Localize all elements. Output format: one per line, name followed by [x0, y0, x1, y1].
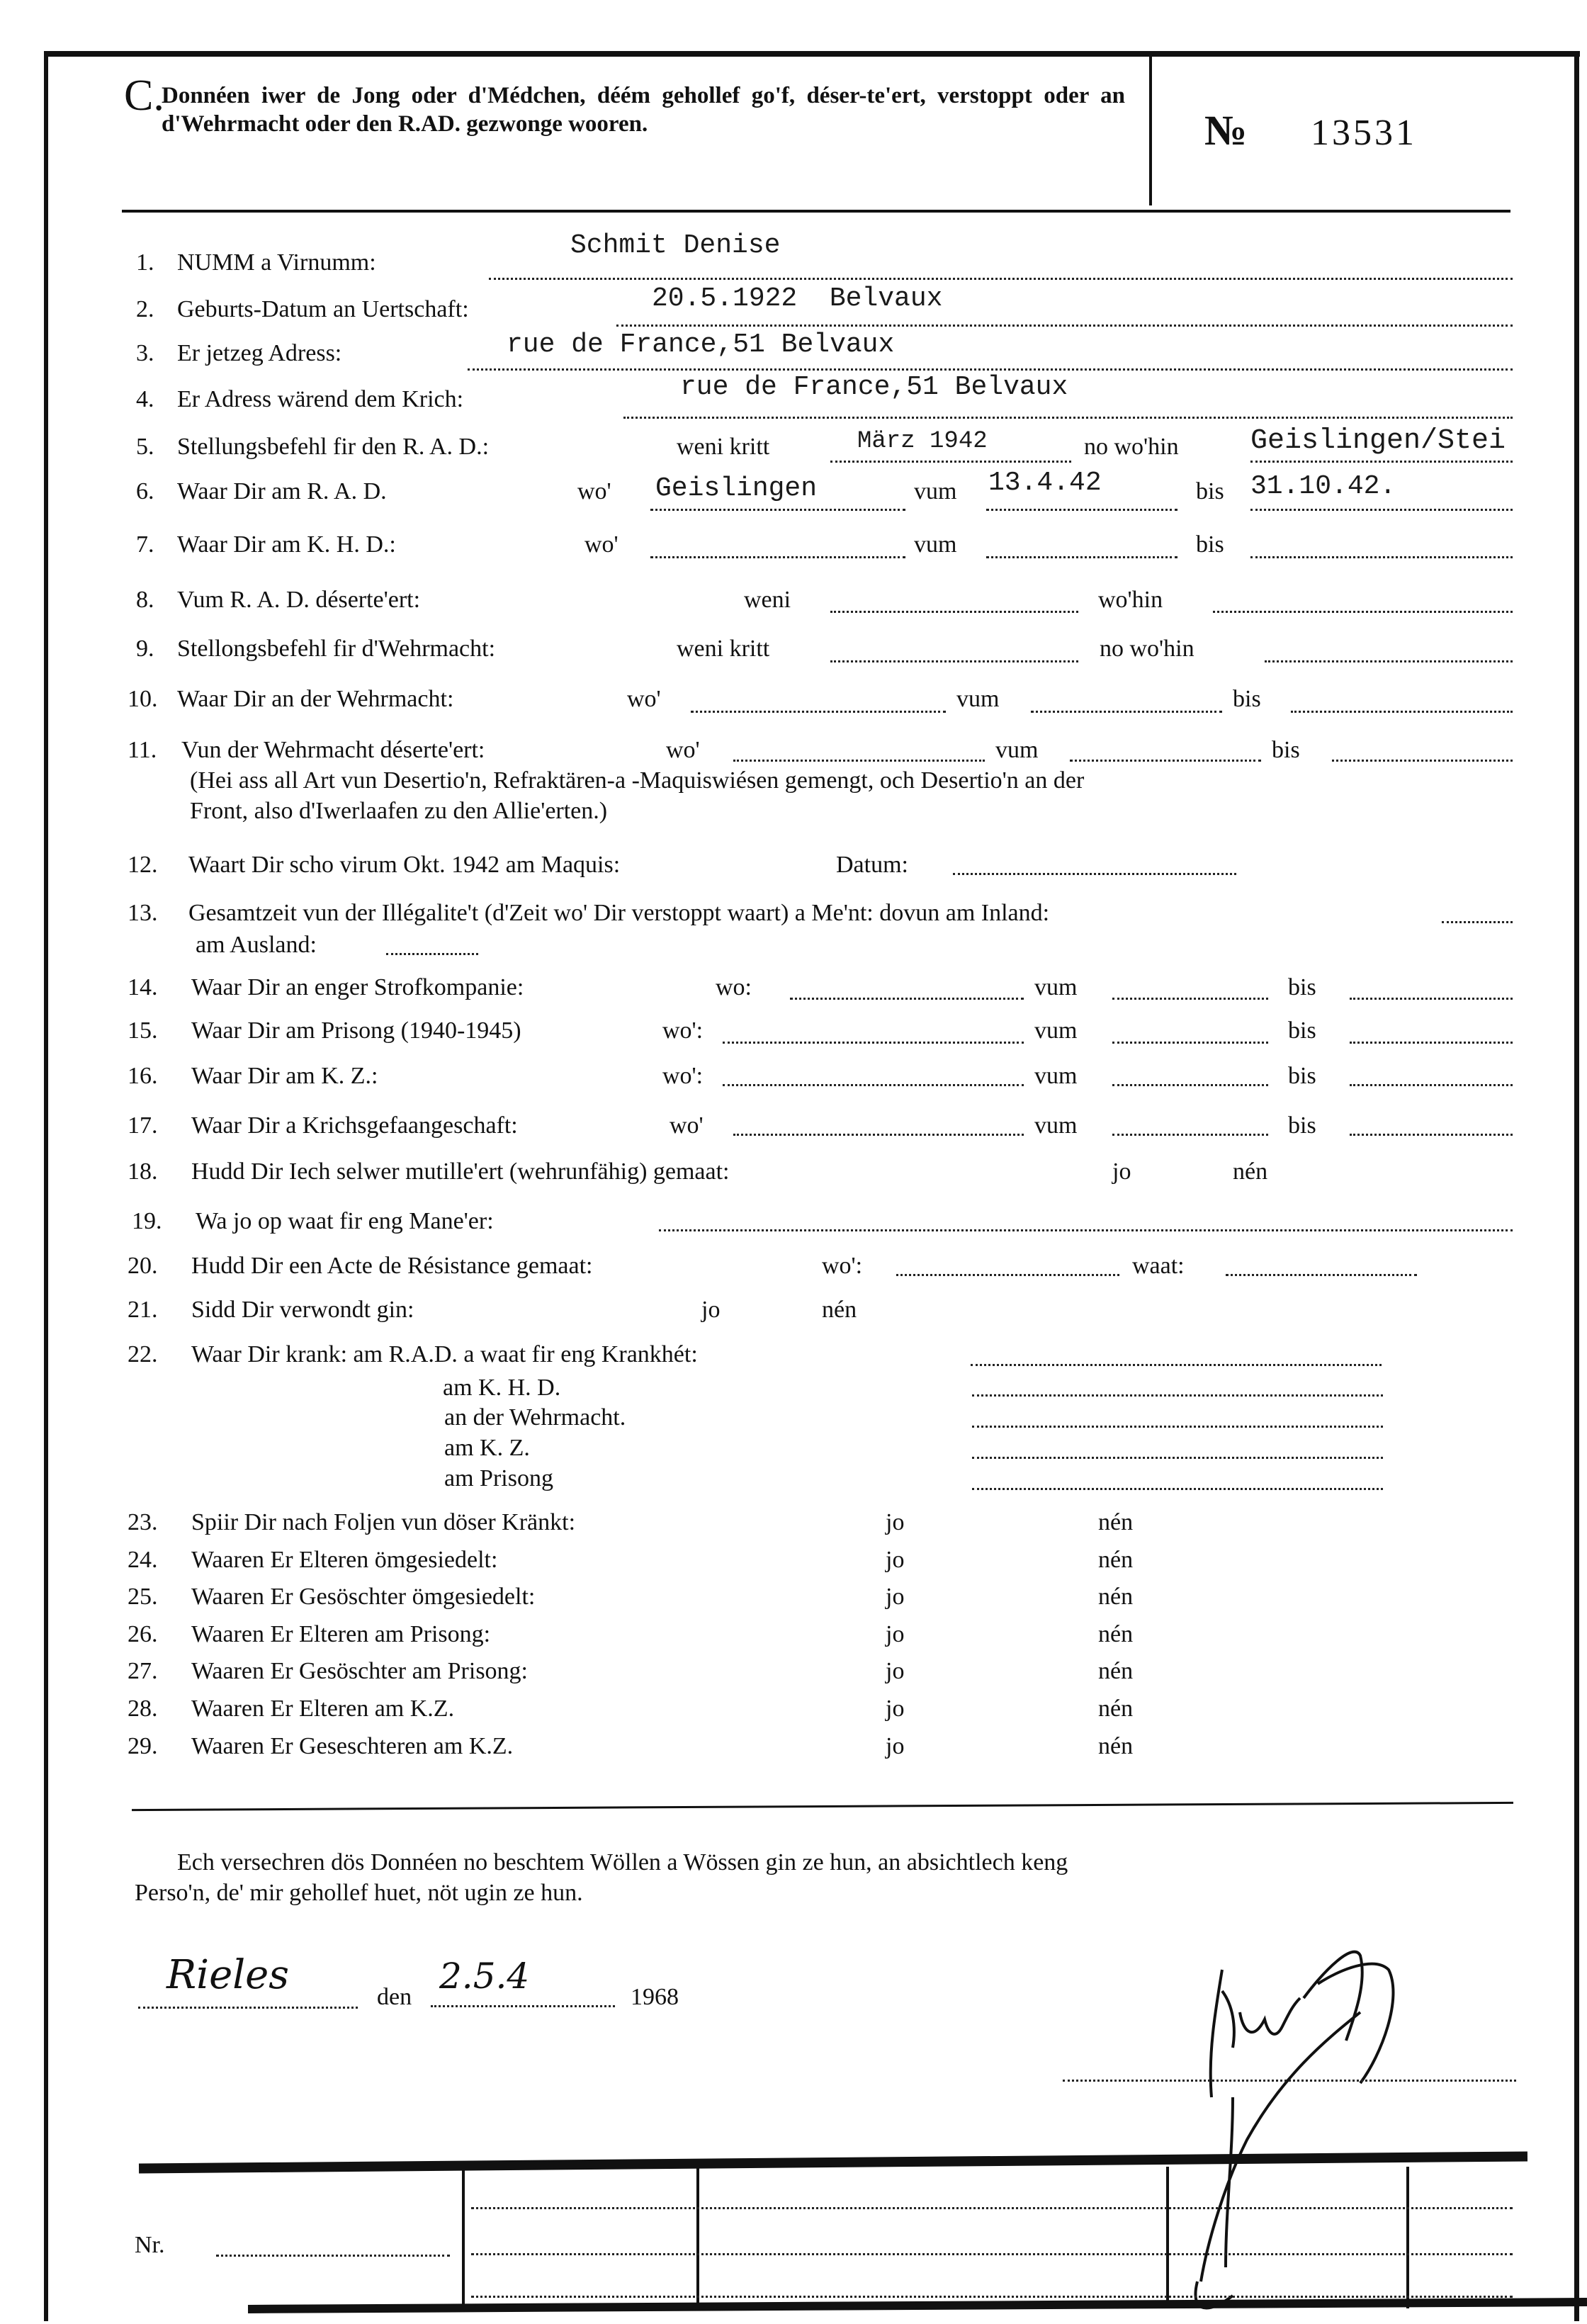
answer-line-q8-weni[interactable] — [830, 611, 1078, 613]
answer-birth: 20.5.1922 Belvaux — [652, 283, 943, 314]
answer-line-q11-bis[interactable] — [1332, 760, 1513, 762]
answer-line-q17-wo[interactable] — [733, 1134, 1024, 1136]
label-wo: wo' — [666, 737, 700, 763]
option-jo[interactable]: jo — [886, 1547, 905, 1573]
question-number: 6. — [136, 478, 154, 504]
question-12 — [128, 852, 620, 879]
question-19 — [132, 1208, 494, 1235]
label-den: den — [377, 1984, 412, 2010]
answer-line-q11-wo[interactable] — [733, 760, 985, 762]
answer-line-q16-wo[interactable] — [723, 1084, 1024, 1086]
label-vum: vum — [995, 737, 1039, 763]
question-8 — [136, 587, 420, 614]
place-line[interactable] — [138, 2007, 358, 2009]
question-label: Waar Dir am Prisong (1940-1945) — [191, 1017, 521, 1044]
question-number: 11. — [128, 737, 157, 763]
answer-line-q19[interactable] — [659, 1229, 1513, 1231]
answer-line-name[interactable] — [489, 278, 1513, 280]
question-label: Wa jo op waat fir eng Mane'er: — [196, 1208, 494, 1234]
answer-line-q7-wo[interactable] — [650, 556, 905, 558]
question-number: 14. — [128, 974, 158, 1000]
question-number: 22. — [128, 1341, 158, 1367]
question-18 — [128, 1158, 730, 1185]
option-nen[interactable]: nén — [1098, 1584, 1134, 1610]
signature-scribble — [1020, 1927, 1474, 2324]
question-27 — [128, 1658, 528, 1685]
label-wo: wo' — [670, 1112, 704, 1139]
table-row-line[interactable] — [471, 2207, 1513, 2209]
question-28 — [128, 1696, 454, 1722]
option-nen[interactable]: nén — [1098, 1658, 1134, 1684]
answer-line-q6-bis[interactable] — [1250, 509, 1513, 511]
answer-line-q22-kz[interactable] — [972, 1457, 1383, 1459]
question-label: NUMM a Virnumm: — [177, 249, 376, 276]
question-number: 15. — [128, 1017, 158, 1044]
signature-date: 2.5.4 — [439, 1956, 530, 1997]
answer-line-war-address[interactable] — [623, 417, 1513, 419]
answer-q6-wo: Geislingen — [655, 473, 818, 504]
question-number: 19. — [132, 1208, 162, 1234]
question-label: Hudd Dir Iech selwer mutille'ert (wehrunfähig) gemaat: — [191, 1158, 730, 1185]
signature-place: Rieles — [166, 1952, 290, 1998]
question-number: 27. — [128, 1658, 158, 1684]
question-label: Waart Dir scho virum Okt. 1942 am Maquis: — [188, 852, 621, 878]
label-vum: vum — [1034, 1112, 1078, 1139]
answer-q6-vum: 13.4.42 — [988, 468, 1102, 498]
answer-q6-bis: 31.10.42. — [1250, 471, 1396, 502]
q22-sub-prisong: am Prisong — [444, 1465, 553, 1491]
label-no-wohin: no wo'hin — [1084, 434, 1179, 460]
option-jo[interactable]: jo — [886, 1621, 905, 1647]
label-wo: wo': — [662, 1017, 704, 1044]
answer-line-q20-waat[interactable] — [1226, 1274, 1417, 1276]
declaration-line-1: Ech versechren dös Donnéen no beschtem Wöllen a Wössen gin ze hun, an absichtlech keng — [177, 1849, 1068, 1875]
question-label: Waar Dir am K. H. D.: — [177, 531, 396, 558]
question-number: 21. — [128, 1297, 158, 1323]
question-26 — [128, 1621, 490, 1648]
question-number: 7. — [136, 531, 154, 558]
answer-line-q8-wohin[interactable] — [1213, 611, 1513, 613]
question-4 — [136, 386, 463, 413]
question-25 — [128, 1584, 535, 1611]
answer-line-q9-weni[interactable] — [830, 660, 1078, 662]
label-bis: bis — [1288, 974, 1316, 1000]
signature-year: 1968 — [631, 1984, 679, 2010]
label-bis: bis — [1196, 531, 1224, 558]
label-datum: Datum: — [836, 852, 908, 878]
answer-line-q14-vum[interactable] — [1112, 998, 1268, 1000]
q22-sub-khd: am K. H. D. — [443, 1375, 561, 1401]
question-label: Waaren Er Gesöschter am Prisong: — [191, 1658, 529, 1684]
question-11-note-line-1: (Hei ass all Art vun Desertio'n, Refraktären-a -Maquiswiésen gemengt, och Desertio'n an der — [190, 767, 1085, 794]
question-label: Er Adress wärend dem Krich: — [177, 386, 464, 412]
frame-top-rule — [44, 51, 1580, 57]
option-nen[interactable]: nén — [822, 1297, 857, 1323]
question-13 — [128, 900, 1049, 927]
q22-sub-kz: am K. Z. — [444, 1435, 530, 1461]
answer-line-q7-bis[interactable] — [1250, 556, 1513, 558]
label-bis: bis — [1233, 686, 1261, 712]
question-label: Waaren Er Geseschteren am K.Z. — [191, 1733, 514, 1759]
header-divider-horizontal — [122, 210, 1510, 213]
question-5 — [136, 434, 489, 461]
option-nen[interactable]: nén — [1098, 1733, 1134, 1759]
question-10 — [128, 686, 453, 713]
answer-line-q7-vum[interactable] — [986, 556, 1177, 558]
answer-line-q22-rad[interactable] — [971, 1364, 1382, 1366]
question-29 — [128, 1733, 513, 1760]
option-nen[interactable]: nén — [1098, 1621, 1134, 1647]
question-label: Er jetzeg Adress: — [177, 340, 342, 366]
label-bis: bis — [1196, 478, 1224, 504]
question-number: 10. — [128, 686, 158, 712]
signature-line[interactable] — [1063, 2080, 1516, 2082]
question-label: Waar Dir krank: am R.A.D. a waat fir eng Krankhét: — [191, 1341, 698, 1367]
answer-line-q6-wo[interactable] — [650, 509, 905, 511]
question-9 — [136, 636, 495, 662]
label-vum: vum — [914, 531, 957, 558]
answer-line-q15-vum[interactable] — [1112, 1042, 1268, 1044]
answer-line-address[interactable] — [468, 368, 1513, 371]
question-15 — [128, 1017, 521, 1044]
answer-line-q17-vum[interactable] — [1112, 1134, 1268, 1136]
question-number: 18. — [128, 1158, 158, 1185]
label-wo: wo' — [577, 478, 611, 504]
label-vum: vum — [1034, 974, 1078, 1000]
section-separator — [132, 1802, 1513, 1811]
answer-line-q17-bis[interactable] — [1350, 1134, 1513, 1136]
answer-name: Schmit Denise — [570, 230, 781, 261]
label-vum: vum — [1034, 1063, 1078, 1089]
answer-q5-weni: März 1942 — [857, 428, 988, 455]
question-number: 1. — [136, 249, 154, 276]
question-label: Waar Dir an enger Strofkompanie: — [191, 974, 524, 1000]
nr-label: Nr. — [135, 2232, 165, 2258]
question-20 — [128, 1253, 592, 1280]
option-jo[interactable]: jo — [886, 1658, 905, 1684]
option-jo[interactable]: jo — [886, 1509, 905, 1535]
form-number: 13531 — [1311, 113, 1417, 153]
option-nen[interactable]: nén — [1098, 1509, 1134, 1535]
question-23 — [128, 1509, 575, 1536]
nr-line[interactable] — [216, 2255, 450, 2257]
label-wo: wo' — [627, 686, 661, 712]
question-number: 24. — [128, 1547, 158, 1573]
answer-line-q22-khd[interactable] — [972, 1394, 1383, 1397]
question-number: 26. — [128, 1621, 158, 1647]
question-number: 13. — [128, 900, 158, 926]
label-bis: bis — [1288, 1112, 1316, 1139]
table-column-divider — [1166, 2167, 1169, 2308]
option-jo[interactable]: jo — [886, 1584, 905, 1610]
question-3 — [136, 340, 341, 367]
question-number: 29. — [128, 1733, 158, 1759]
table-column-divider — [462, 2167, 465, 2308]
option-jo[interactable]: jo — [886, 1696, 905, 1722]
question-number: 2. — [136, 296, 154, 322]
question-label: Waar Dir an der Wehrmacht: — [177, 686, 454, 712]
label-no-wohin: no wo'hin — [1100, 636, 1195, 662]
table-row-line[interactable] — [471, 2296, 1513, 2298]
question-2 — [136, 296, 469, 323]
question-label: Waaren Er Elteren am Prisong: — [191, 1621, 491, 1647]
question-label: Vum R. A. D. déserte'ert: — [177, 587, 421, 613]
label-wo: wo': — [822, 1253, 863, 1279]
question-17 — [128, 1112, 518, 1139]
answer-war-address: rue de France,51 Belvaux — [680, 372, 1068, 402]
answer-line-q15-bis[interactable] — [1350, 1042, 1513, 1044]
answer-line-q10-vum[interactable] — [1031, 711, 1222, 713]
question-label: Geburts-Datum an Uertschaft: — [177, 296, 469, 322]
number-sign: № — [1204, 107, 1248, 154]
section-letter: C. — [124, 72, 164, 120]
answer-address: rue de France,51 Belvaux — [507, 329, 895, 360]
answer-line-q11-vum[interactable] — [1070, 760, 1261, 762]
label-bis: bis — [1288, 1017, 1316, 1044]
question-11-note-line-2: Front, also d'Iwerlaafen zu den Allie'erten.) — [190, 798, 608, 824]
frame-left-rule — [44, 55, 48, 2321]
option-nen[interactable]: nén — [1098, 1547, 1134, 1573]
answer-line-birth[interactable] — [616, 325, 1513, 327]
question-label: Stellongsbefehl fir d'Wehrmacht: — [177, 636, 496, 662]
question-number: 16. — [128, 1063, 158, 1089]
table-column-divider — [1406, 2167, 1409, 2308]
answer-line-q15-wo[interactable] — [723, 1042, 1024, 1044]
question-label: Waaren Er Gesöschter ömgesiedelt: — [191, 1584, 536, 1610]
question-number: 4. — [136, 386, 154, 412]
answer-line-q5-wohin[interactable] — [1250, 461, 1513, 463]
label-bis: bis — [1288, 1063, 1316, 1089]
date-line[interactable] — [431, 2005, 615, 2007]
question-number: 12. — [128, 852, 158, 878]
question-24 — [128, 1547, 497, 1574]
option-nen[interactable]: nén — [1233, 1158, 1268, 1185]
question-14 — [128, 974, 524, 1001]
label-wo: wo' — [584, 531, 619, 558]
answer-q5-wohin: Geislingen/Stei — [1250, 425, 1506, 457]
label-vum: vum — [1034, 1017, 1078, 1044]
header-divider-vertical — [1149, 57, 1152, 205]
answer-line-q14-bis[interactable] — [1350, 998, 1513, 1000]
label-weni: weni — [744, 587, 791, 613]
question-number: 28. — [128, 1696, 158, 1722]
label-wo: wo': — [662, 1063, 704, 1089]
answer-line-q10-wo[interactable] — [691, 711, 946, 713]
question-21 — [128, 1297, 414, 1324]
answer-line-q16-vum[interactable] — [1112, 1084, 1268, 1086]
label-ausland: am Ausland: — [196, 932, 317, 958]
declaration-line-2: Perso'n, de' mir gehollef huet, nöt ugin ze hun. — [135, 1880, 583, 1906]
label-vum: vum — [956, 686, 1000, 712]
label-waat: waat: — [1132, 1253, 1185, 1279]
option-jo[interactable]: jo — [886, 1733, 905, 1759]
question-22 — [128, 1341, 698, 1368]
q22-sub-wehrmacht: an der Wehrmacht. — [444, 1404, 626, 1431]
question-label: Spiir Dir nach Foljen vun döser Kränkt: — [191, 1509, 576, 1535]
question-label: Sidd Dir verwondt gin: — [191, 1297, 414, 1323]
answer-line-q22-wehrmacht[interactable] — [972, 1426, 1383, 1428]
label-wo: wo: — [716, 974, 752, 1000]
answer-line-q22-prisong[interactable] — [972, 1488, 1383, 1490]
question-16 — [128, 1063, 378, 1090]
question-1 — [136, 249, 376, 276]
question-number: 8. — [136, 587, 154, 613]
question-7 — [136, 531, 396, 558]
question-label: Hudd Dir een Acte de Résistance gemaat: — [191, 1253, 593, 1279]
question-number: 25. — [128, 1584, 158, 1610]
label-weni-kritt: weni kritt — [677, 636, 770, 662]
answer-line-q13-inland[interactable] — [1442, 921, 1513, 923]
question-label: Waar Dir a Krichsgefaangeschaft: — [191, 1112, 518, 1139]
question-number: 23. — [128, 1509, 158, 1535]
label-wohin: wo'hin — [1098, 587, 1163, 613]
option-jo[interactable]: jo — [701, 1297, 721, 1323]
question-number: 20. — [128, 1253, 158, 1279]
question-label: Vun der Wehrmacht déserte'ert: — [181, 737, 485, 763]
answer-line-q5-weni[interactable] — [830, 461, 1071, 463]
answer-line-q12-datum[interactable] — [953, 873, 1236, 875]
question-label: Stellungsbefehl fir den R. A. D.: — [177, 434, 490, 460]
section-title: Donnéen iwer de Jong oder d'Médchen, déém gehollef go'f, déser-te'ert, verstoppt oder an d'Wehrmacht oder den R.AD. gezwonge wooren. — [162, 83, 1125, 137]
table-column-divider — [696, 2167, 699, 2308]
question-label: Gesamtzeit vun der Illégalite't (d'Zeit wo' Dir verstoppt waart) a Me'nt: dovun am Inland: — [188, 900, 1050, 926]
answer-line-q10-bis[interactable] — [1291, 711, 1513, 713]
label-bis: bis — [1272, 737, 1300, 763]
question-number: 3. — [136, 340, 154, 366]
option-jo[interactable]: jo — [1112, 1158, 1131, 1185]
answer-line-q6-vum[interactable] — [986, 509, 1177, 511]
label-weni-kritt: weni kritt — [677, 434, 770, 460]
question-6 — [136, 478, 387, 505]
table-row-line[interactable] — [471, 2253, 1513, 2255]
question-label: Waar Dir am K. Z.: — [191, 1063, 378, 1089]
answer-line-q20-wo[interactable] — [896, 1274, 1119, 1276]
frame-right-rule — [1574, 55, 1579, 2321]
question-number: 5. — [136, 434, 154, 460]
option-nen[interactable]: nén — [1098, 1696, 1134, 1722]
question-11 — [128, 737, 485, 764]
question-label: Waaren Er Elteren am K.Z. — [191, 1696, 455, 1722]
question-number: 17. — [128, 1112, 158, 1139]
question-number: 9. — [136, 636, 154, 662]
label-vum: vum — [914, 478, 957, 504]
answer-line-q16-bis[interactable] — [1350, 1084, 1513, 1086]
answer-line-q14-wo[interactable] — [790, 998, 1024, 1000]
question-label: Waar Dir am R. A. D. — [177, 478, 387, 504]
answer-line-q9-wohin[interactable] — [1265, 660, 1513, 662]
question-label: Waaren Er Elteren ömgesiedelt: — [191, 1547, 498, 1573]
answer-line-q13-ausland[interactable] — [386, 953, 478, 955]
